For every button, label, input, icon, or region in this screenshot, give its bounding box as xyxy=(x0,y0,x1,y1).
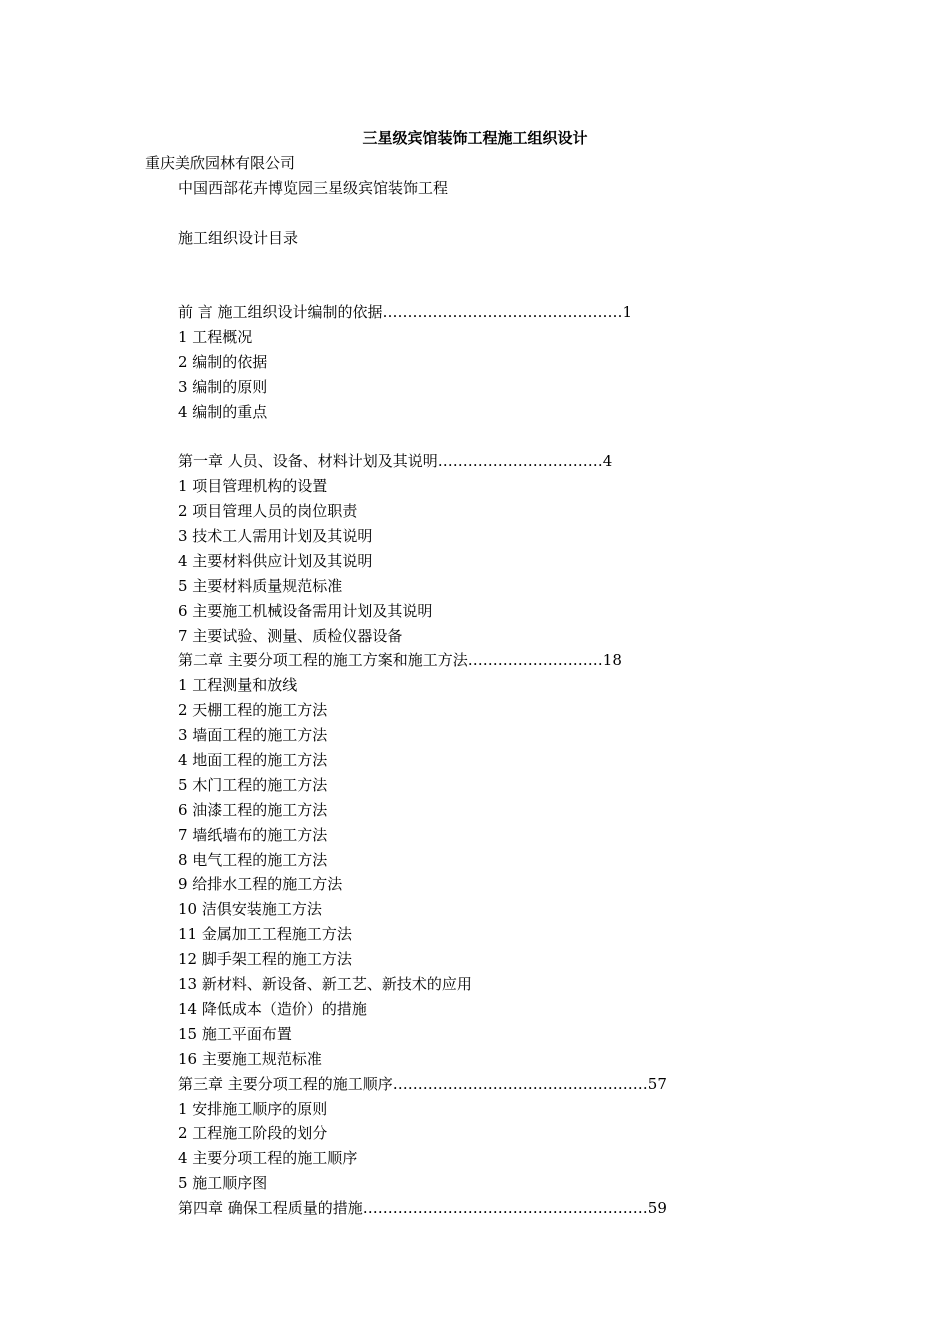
toc-chapter-1-heading: 第一章 人员、设备、材料计划及其说明……………………………4 xyxy=(178,452,613,471)
toc-preface-heading: 前 言 施工组织设计编制的依据…………………………………………1 xyxy=(178,303,633,321)
table-of-contents xyxy=(178,302,738,1223)
toc-item: 16 主要施工规范标准 xyxy=(178,1049,322,1068)
toc-item: 2 天棚工程的施工方法 xyxy=(178,701,328,720)
toc-item: 1 工程测量和放线 xyxy=(178,676,298,695)
toc-item: 7 墙纸墙布的施工方法 xyxy=(178,825,328,844)
toc-item: 9 给排水工程的施工方法 xyxy=(178,875,343,894)
toc-item: 8 电气工程的施工方法 xyxy=(178,850,328,869)
toc-item: 3 编制的原则 xyxy=(178,377,268,396)
toc-item: 4 编制的重点 xyxy=(178,402,268,421)
toc-item: 6 主要施工机械设备需用计划及其说明 xyxy=(178,601,433,620)
project-name: 中国西部花卉博览园三星级宾馆装饰工程 xyxy=(178,179,449,197)
toc-item: 7 主要试验、测量、质检仪器设备 xyxy=(178,626,403,645)
toc-item: 4 主要分项工程的施工顺序 xyxy=(178,1149,358,1168)
toc-item: 2 项目管理人员的岗位职责 xyxy=(178,502,358,521)
toc-item: 11 金属加工工程施工方法 xyxy=(178,925,352,944)
toc-item: 3 墙面工程的施工方法 xyxy=(178,726,328,745)
document-title: 三星级宾馆装饰工程施工组织设计 xyxy=(362,129,588,147)
toc-heading: 施工组织设计目录 xyxy=(178,229,299,247)
toc-item: 5 施工顺序图 xyxy=(178,1174,268,1193)
toc-item: 5 主要材料质量规范标准 xyxy=(178,576,343,595)
toc-item: 4 主要材料供应计划及其说明 xyxy=(178,551,373,570)
toc-chapter-4-heading: 第四章 确保工程质量的措施…………………………………………………59 xyxy=(178,1199,667,1218)
toc-item: 1 项目管理机构的设置 xyxy=(178,477,328,496)
toc-chapter-3-heading: 第三章 主要分项工程的施工顺序……………………………………………57 xyxy=(178,1074,667,1093)
toc-item: 5 木门工程的施工方法 xyxy=(178,775,328,794)
company-name: 重庆美欣园林有限公司 xyxy=(145,154,296,172)
toc-item: 1 安排施工顺序的原则 xyxy=(178,1099,328,1118)
toc-item: 15 施工平面布置 xyxy=(178,1024,292,1043)
toc-item: 4 地面工程的施工方法 xyxy=(178,751,328,770)
toc-item: 12 脚手架工程的施工方法 xyxy=(178,950,352,969)
toc-item: 6 油漆工程的施工方法 xyxy=(178,800,328,819)
toc-item: 2 工程施工阶段的划分 xyxy=(178,1124,328,1143)
toc-item: 3 技术工人需用计划及其说明 xyxy=(178,527,373,546)
toc-item: 2 编制的依据 xyxy=(178,352,268,371)
spacer xyxy=(178,426,738,451)
toc-item: 10 洁俱安装施工方法 xyxy=(178,900,322,919)
toc-chapter-2-heading: 第二章 主要分项工程的施工方案和施工方法………………………18 xyxy=(178,651,622,670)
toc-item: 1 工程概况 xyxy=(178,327,253,346)
toc-item: 13 新材料、新设备、新工艺、新技术的应用 xyxy=(178,975,472,994)
toc-item: 14 降低成本（造价）的措施 xyxy=(178,999,367,1018)
